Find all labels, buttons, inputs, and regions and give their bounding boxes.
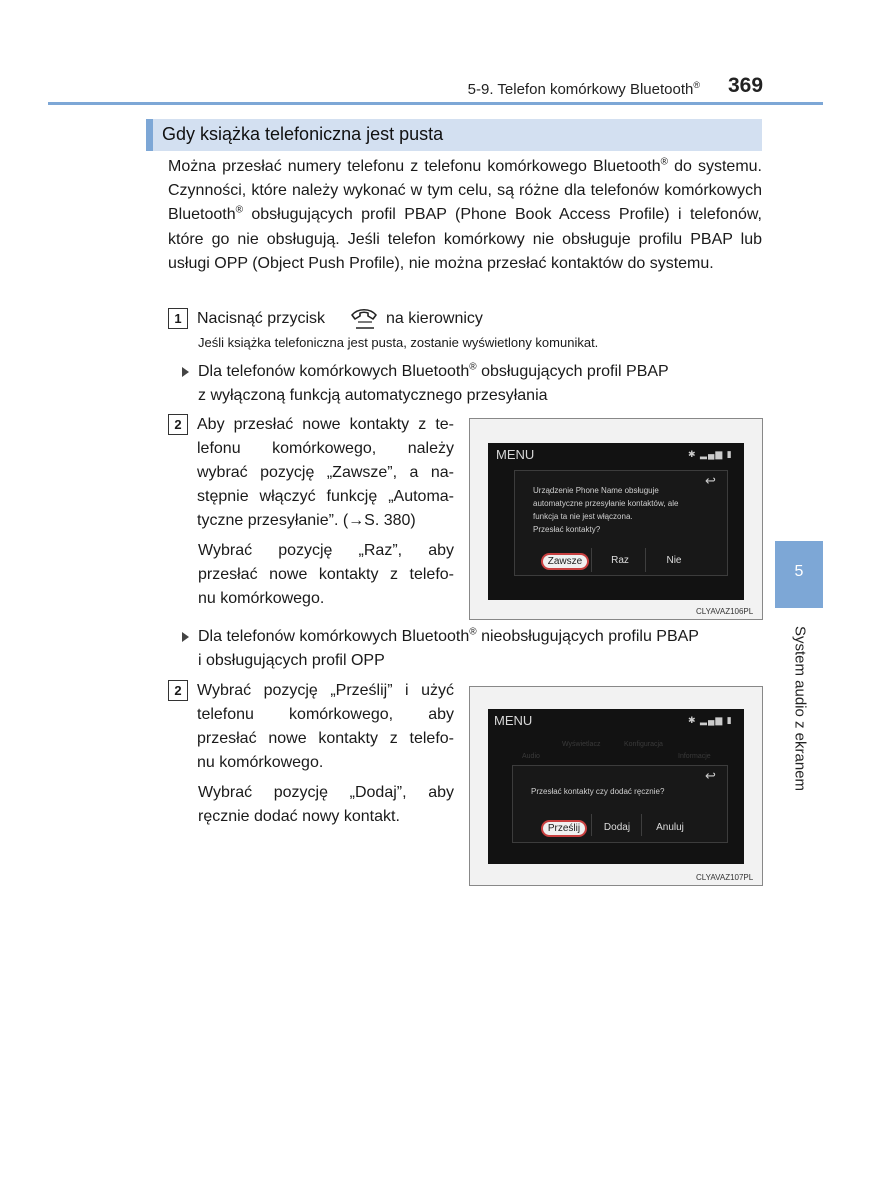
dialog-box [514, 470, 728, 576]
intro-paragraph: Można przesłać numery telefonu z telefonu komórkowego Bluetooth® do systemu. Czynności, które należy wykonać w tym celu, są różne dla telefonów komórkowych Bluetooth® obsługujących profil PBAP (Phone Book Access Profile) i telefonów, które go nie obsługują. Jeśli telefon komórkowy nie obsługuje profilu PBAP lub usługi OPP (Object Push Profile), nie można przesłać kontaktów do systemu. [168, 156, 762, 272]
section-running-title: 5-9. Telefon komórkowy Bluetooth® [467, 80, 700, 98]
step2b-line: telefonu komórkowego, aby [197, 706, 454, 723]
step2a-subline: Wybrać pozycję „Raz”, aby [198, 542, 454, 559]
background-menu-item: Informacje [678, 753, 711, 760]
step2a-subline: przesłać nowe kontakty z telefo- [198, 566, 454, 583]
background-menu-item: Wyświetlacz [562, 741, 601, 748]
status-icons: ✱ ▂▄▆ ▮ [688, 715, 733, 725]
bullet1-text: Dla telefonów komórkowych Bluetooth® obsługujących profil PBAP [198, 361, 669, 380]
step2b-line: przesłać nowe kontakty z telefo- [197, 730, 454, 747]
step-number: 1 [168, 308, 188, 329]
section-heading [146, 119, 762, 151]
add-button[interactable]: Dodaj [603, 822, 631, 833]
button-separator [645, 548, 646, 572]
dialog-box [512, 765, 728, 843]
no-button[interactable]: Nie [666, 555, 682, 566]
chapter-tab [775, 541, 823, 608]
step2a-subline: nu komórkowego. [198, 590, 325, 607]
step1-note: Jeśli książka telefoniczna jest pusta, zostanie wyświetlony komunikat. [198, 335, 599, 350]
section-heading-text: Gdy książka telefoniczna jest pusta [162, 124, 444, 144]
dialog-message-line: Przesłać kontakty? [533, 525, 601, 534]
header-rule [48, 102, 823, 105]
dialog-message-line: funkcja ta nie jest włączona. [533, 512, 633, 521]
page-number: 369 [728, 74, 764, 97]
step2a-line: Aby przesłać nowe kontakty z te- [197, 416, 454, 433]
figure-caption: CLYAVAZ106PL [696, 607, 754, 616]
bullet2-text-line2: i obsługujących profil OPP [198, 652, 385, 669]
bullet-triangle-icon [182, 367, 189, 377]
back-icon[interactable]: ↩ [705, 473, 716, 488]
button-separator [641, 814, 642, 836]
menu-label: MENU [496, 447, 535, 462]
phone-icon [348, 307, 380, 331]
figure-caption: CLYAVAZ107PL [696, 873, 754, 882]
step2b-subline: ręcznie dodać nowy kontakt. [198, 808, 400, 825]
step-number: 2 [168, 414, 188, 435]
step-number: 2 [168, 680, 188, 701]
display-screen [488, 443, 744, 600]
chapter-number: 5 [794, 563, 804, 580]
display-screen [488, 709, 744, 864]
screen-figure [469, 418, 763, 620]
step2b-line: nu komórkowego. [197, 754, 324, 771]
section-heading-bar [146, 119, 153, 151]
chapter-label: System audio z ekranem [791, 625, 809, 792]
always-button[interactable]: Zawsze [541, 553, 589, 570]
bullet1-text-line2: z wyłączoną funkcją automatycznego przesyłania [198, 387, 548, 404]
step1-text-before: Nacisnąć przycisk [197, 310, 326, 327]
background-menu-item: Konfiguracja [624, 741, 663, 748]
step2b-line: Wybrać pozycję „Prześlij” i użyć [197, 682, 454, 699]
button-separator [591, 548, 592, 572]
bullet2-text: Dla telefonów komórkowych Bluetooth® nieobsługujących profilu PBAP [198, 626, 699, 645]
back-icon[interactable]: ↩ [705, 768, 716, 783]
step2a-line: stępnie włączyć funkcję „Automa- [197, 488, 454, 505]
dialog-message-line: automatyczne przesyłanie kontaktów, ale [533, 499, 679, 508]
once-button[interactable]: Raz [611, 555, 629, 566]
step2a-line: lefonu komórkowego, należy [197, 440, 454, 457]
cancel-button[interactable]: Anuluj [656, 822, 684, 833]
dialog-message-line: Urządzenie Phone Name obsługuje [533, 486, 659, 495]
step1-text-after: na kierownicy [386, 310, 483, 327]
button-separator [591, 814, 592, 836]
step2b-subline: Wybrać pozycję „Dodaj”, aby [198, 784, 454, 801]
step2a-line: tyczne przesyłanie”. (→S. 380) [197, 512, 416, 529]
menu-label: MENU [494, 713, 533, 728]
send-button[interactable]: Prześlij [541, 820, 587, 837]
status-icons: ✱ ▂▄▆ ▮ [688, 449, 733, 459]
screen-figure [469, 686, 763, 886]
background-menu-item: Audio [522, 753, 540, 760]
dialog-message: Przesłać kontakty czy dodać ręcznie? [531, 787, 665, 796]
step2a-line: wybrać pozycję „Zawsze”, a na- [197, 464, 454, 481]
bullet-triangle-icon [182, 632, 189, 642]
